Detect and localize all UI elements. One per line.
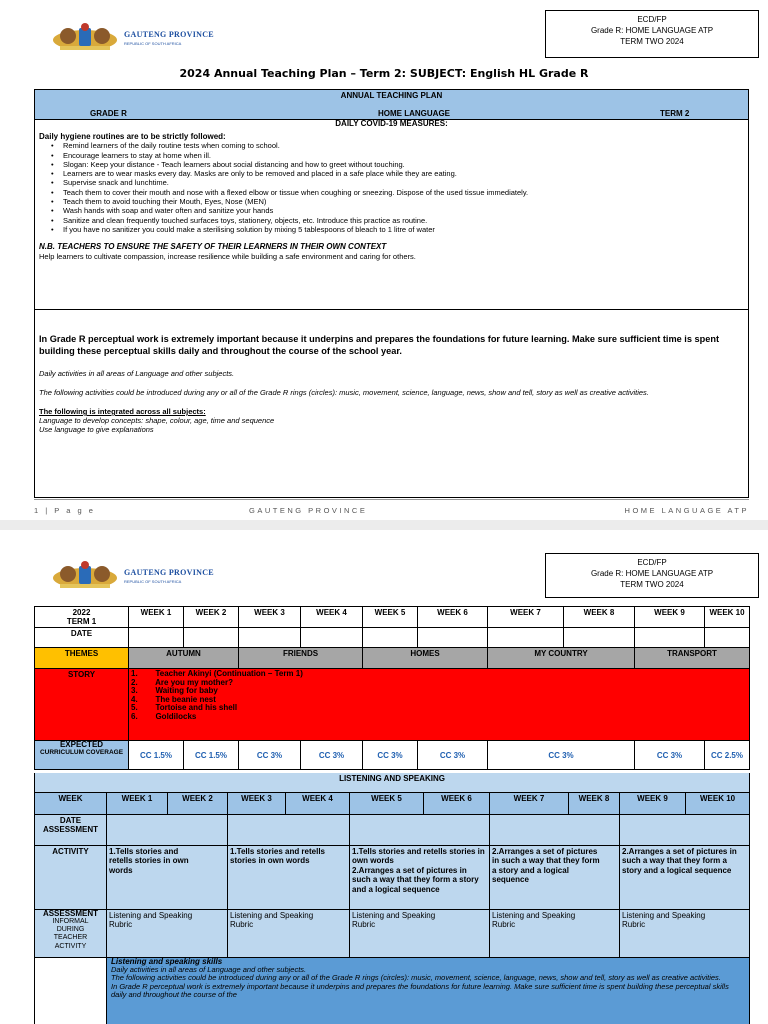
coverage-cell: CC 3% — [418, 741, 488, 770]
assessment-label: ASSESSMENT INFORMAL DURING TEACHER ACTIVITY — [35, 909, 107, 957]
rubric-cell: Listening and Speaking Rubric — [107, 909, 228, 957]
week-header: WEEK 6 — [418, 607, 488, 628]
coverage-cell: CC 3% — [363, 741, 418, 770]
list-item: • Sanitize and clean frequently touched surfaces toys, stationery, objects, etc. Introduce this practice as routine. — [63, 216, 744, 225]
skills-heading: Listening and speaking skills — [111, 957, 223, 966]
coverage-cell: CC 3% — [635, 741, 705, 770]
theme-cell: AUTUMN — [129, 648, 239, 669]
rubric-cell: Listening and Speaking Rubric — [350, 909, 490, 957]
hygiene-list — [63, 141, 744, 234]
logo-wordmark: GAUTENG PROVINCE — [124, 30, 214, 39]
week-header: WEEK 3 — [239, 607, 301, 628]
page-title: 2024 Annual Teaching Plan – Term 2: SUBJECT: English HL Grade R — [179, 67, 589, 80]
coverage-label: EXPECTED CURRICULUM COVERAGE — [35, 741, 129, 770]
week-header: WEEK 4 — [286, 792, 350, 814]
perceptual-section — [35, 310, 748, 434]
coat-of-arms-icon — [50, 560, 120, 590]
skills-text: The following activities could be introduced during any or all of the Grade R rings (circles): music, movement, science, language, news, show and tell, story as well as creative activities. — [111, 973, 721, 983]
footer-page-number: 1 | P a g e — [34, 506, 96, 515]
week-header: WEEK 5 — [350, 792, 424, 814]
coverage-cell: CC 2.5% — [705, 741, 750, 770]
footer-center: GAUTENG PROVINCE — [249, 506, 368, 515]
list-item: • Teach them to avoid touching their Mouth, Eyes, Nose (MEN) — [63, 197, 744, 206]
theme-cell: MY COUNTRY — [488, 648, 635, 669]
covid-section — [35, 120, 748, 310]
skills-text: In Grade R perceptual work is extremely important because it underpins and prepares the foundations for future learning. Make sure sufficient time is spent building these perceptual skills daily and throughout the course of the — [111, 981, 729, 1000]
coverage-cell: CC 3% — [301, 741, 363, 770]
theme-cell: TRANSPORT — [635, 648, 750, 669]
theme-cell: FRIENDS — [239, 648, 363, 669]
themes-label: THEMES — [35, 648, 129, 669]
nb-text: Help learners to cultivate compassion, increase resilience while building a safe environment and caring for others. — [39, 251, 416, 261]
band-title: ANNUAL TEACHING PLAN — [340, 91, 443, 100]
week-header: WEEK 8 — [569, 792, 620, 814]
skills-cell — [107, 957, 750, 1024]
header-box-line: Grade R: HOME LANGUAGE ATP — [590, 569, 714, 578]
activity-cell: 1.Tells stories and retells stories in own words 2.Arranges a set of pictures in such a way that they form a story and a logical sequence — [350, 845, 490, 909]
week-header: WEEK 7 — [490, 792, 569, 814]
band-grade: GRADE R — [90, 109, 127, 118]
date-label: DATE — [35, 628, 129, 648]
listening-speaking-table — [34, 773, 750, 1024]
header-info-box — [545, 553, 759, 598]
story-item: 5. Tortoise and his shell — [131, 703, 238, 713]
covid-heading: DAILY COVID-19 MEASURES: — [335, 119, 448, 128]
ls-heading: LISTENING AND SPEAKING — [35, 773, 750, 792]
gauteng-logo — [50, 22, 240, 52]
story-label: STORY — [35, 669, 129, 741]
footer-right: HOME LANGUAGE ATP — [624, 506, 749, 515]
activity-cell: 1.Tells stories and retells stories in own words — [107, 845, 228, 909]
story-item: 4. The beanie nest — [131, 694, 216, 704]
nb-note: N.B. TEACHERS TO ENSURE THE SAFETY OF THEIR LEARNERS IN THEIR OWN CONTEXT — [39, 242, 387, 252]
logo-subtext: REPUBLIC OF SOUTH AFRICA — [124, 41, 182, 46]
weekly-plan-table — [34, 606, 750, 770]
activity-cell: 1.Tells stories and retells stories in own words — [228, 845, 350, 909]
week-header: WEEK 9 — [620, 792, 686, 814]
week-header: WEEK 7 — [488, 607, 564, 628]
coverage-cell: CC 3% — [488, 741, 635, 770]
coat-of-arms-icon — [50, 22, 120, 52]
page-2 — [0, 530, 768, 1024]
week-header: WEEK 10 — [686, 792, 750, 814]
page-footer — [34, 506, 749, 515]
skills-text: Daily activities in all areas of Language and other subjects. — [111, 964, 307, 974]
story-list — [129, 669, 750, 741]
integrated-item: Use language to give explanations — [39, 425, 154, 434]
activity-cell: 2.Arranges a set of pictures in such a way that they form a story and a logical sequence — [490, 845, 620, 909]
band-subject: HOME LANGUAGE — [378, 109, 450, 118]
rubric-cell: Listening and Speaking Rubric — [620, 909, 750, 957]
week-header: WEEK 4 — [301, 607, 363, 628]
story-item: 2. Are you my mother? — [131, 677, 233, 687]
list-item: • Supervise snack and lunchtime. — [63, 178, 744, 187]
gauteng-logo — [50, 560, 240, 590]
footer-divider — [34, 499, 749, 500]
coverage-cell: CC 1.5% — [129, 741, 184, 770]
header-info-box — [545, 10, 759, 58]
week-header: WEEK 6 — [424, 792, 490, 814]
rubric-cell: Listening and Speaking Rubric — [228, 909, 350, 957]
theme-cell: HOMES — [363, 648, 488, 669]
plan-header-band — [35, 90, 748, 128]
week-header: WEEK 5 — [363, 607, 418, 628]
week-header: WEEK 2 — [168, 792, 228, 814]
band-term: TERM 2 — [660, 109, 690, 118]
coverage-cell: CC 1.5% — [184, 741, 239, 770]
list-item: • Remind learners of the daily routine tests when coming to school. — [63, 141, 744, 150]
week-label: WEEK — [35, 792, 107, 814]
week-header: WEEK 9 — [635, 607, 705, 628]
header-box-line: TERM TWO 2024 — [620, 37, 684, 46]
coverage-cell: CC 3% — [239, 741, 301, 770]
story-item: 3. Waiting for baby — [131, 686, 218, 696]
date-assessment-label: DATE ASSESSMENT — [35, 814, 107, 845]
list-item: • Teach them to cover their mouth and nose with a flexed elbow or tissue when coughing or sneezing. Dispose of the used tissue immediately. — [63, 188, 744, 197]
list-item: • If you have no sanitizer you could make a sterilising solution by mixing 5 tablespoons of bleach to 1 litre of water — [63, 225, 744, 234]
header-box-line: ECD/FP — [637, 15, 667, 24]
header-box-line: TERM TWO 2024 — [620, 580, 684, 589]
logo-subtext: REPUBLIC OF SOUTH AFRICA — [124, 579, 182, 584]
story-item: 1. Teacher Akinyi (Continuation – Term 1) — [131, 669, 303, 678]
activity-cell: 2.Arranges a set of pictures in such a way that they form a story and a logical sequence — [620, 845, 750, 909]
hygiene-heading: Daily hygiene routines are to be strictly followed: — [39, 132, 226, 141]
week-header: WEEK 3 — [228, 792, 286, 814]
header-box-line: Grade R: HOME LANGUAGE ATP — [590, 26, 714, 35]
annual-plan-box — [34, 89, 749, 498]
daily-activities: Daily activities in all areas of Language and other subjects. — [39, 369, 235, 378]
rings-text: The following activities could be introduced during any or all of the Grade R rings (circles): music, movement, science, language, news, show and tell, story as well as creative activities. — [39, 388, 649, 397]
list-item: • Slogan: Keep your distance - Teach learners about social distancing and how to greet without touching. — [63, 160, 744, 169]
week-header: WEEK 10 — [705, 607, 750, 628]
perceptual-paragraph: In Grade R perceptual work is extremely important because it underpins and prepares the foundations for future learning. Make sure sufficient time is spent building these perceptual skills daily and throughout the course of the school year. — [39, 334, 720, 356]
list-item: • Learners are to wear masks every day. Masks are only to be removed and placed in a safe place while they are eating. — [63, 169, 744, 178]
list-item: • Wash hands with soap and water often and sanitize your hands — [63, 206, 744, 215]
week-header: WEEK 2 — [184, 607, 239, 628]
activity-label: ACTIVITY — [35, 845, 107, 909]
story-item: 6. Goldilocks — [131, 711, 197, 721]
integrated-item: Language to develop concepts: shape, colour, age, time and sequence — [39, 416, 275, 425]
week-header: WEEK 1 — [107, 792, 168, 814]
integrated-heading: The following is integrated across all subjects: — [39, 407, 206, 416]
week-header: WEEK 1 — [129, 607, 184, 628]
rubric-cell: Listening and Speaking Rubric — [490, 909, 620, 957]
logo-wordmark: GAUTENG PROVINCE — [124, 568, 214, 577]
header-box-line: ECD/FP — [637, 558, 667, 567]
term-corner-cell: 2022 TERM 1 — [35, 607, 129, 628]
list-item: • Encourage learners to stay at home when ill. — [63, 151, 744, 160]
week-header: WEEK 8 — [564, 607, 635, 628]
